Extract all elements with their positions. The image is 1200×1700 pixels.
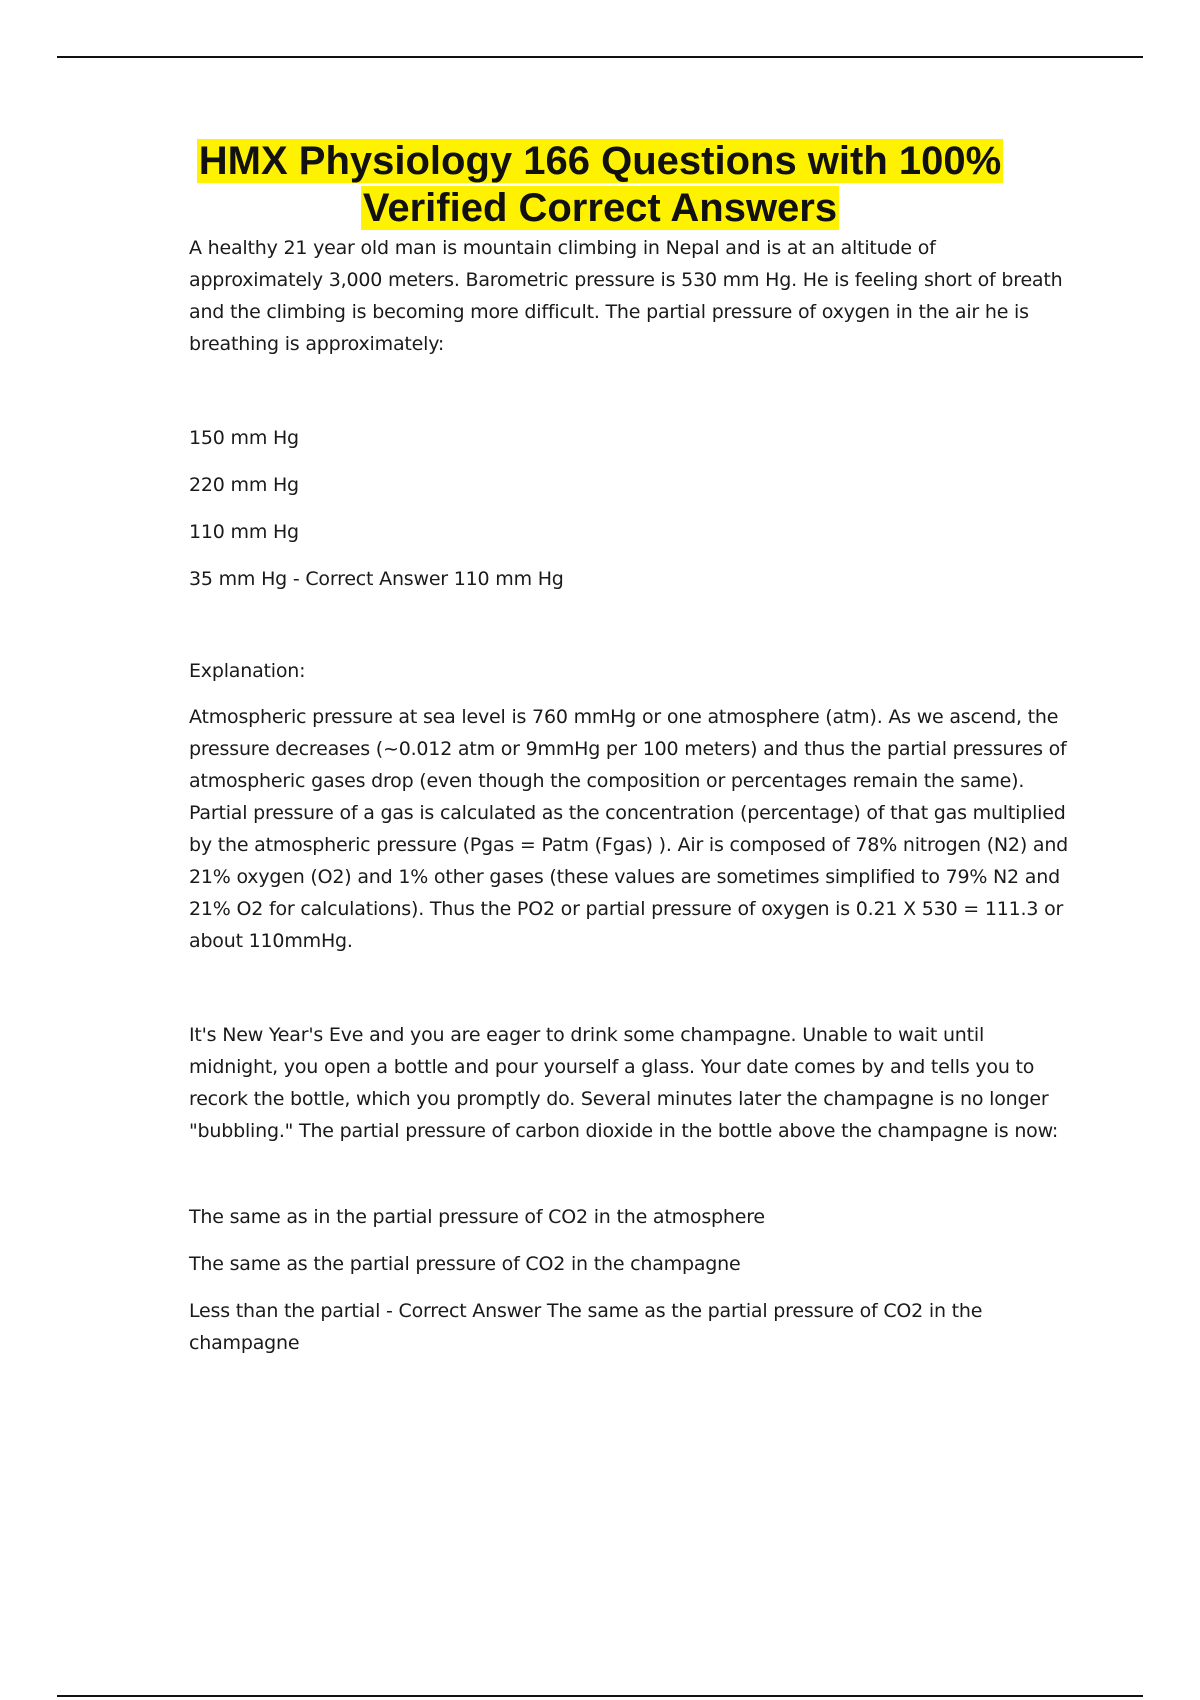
question-2-option: The same as in the partial pressure of CO2 in the atmosphere (189, 1206, 765, 1228)
question-2-text: It's New Year's Eve and you are eager to drink some champagne. Unable to wait until midnight, you open a bottle and pour yourself a glass. Your date comes by and tells you to recork the bottle, which you promptly do. Several minutes later the champagne is no longer "bubbling." The partial pressure of carbon dioxide in the bottle above the champagne is now: (189, 1024, 1059, 1142)
question-1-option: 220 mm Hg (189, 474, 299, 496)
title-line-1: HMX Physiology 166 Questions with 100% (198, 139, 1002, 183)
question-1-option: 150 mm Hg (189, 427, 299, 449)
bottom-rule (57, 1695, 1143, 1697)
top-rule (57, 56, 1143, 58)
explanation-label: Explanation: (189, 660, 306, 682)
question-2-option: The same as the partial pressure of CO2 in the champagne (189, 1253, 741, 1275)
question-1-option: 110 mm Hg (189, 521, 299, 543)
question-2-option-answer: Less than the partial - Correct Answer The same as the partial pressure of CO2 in the champagne (189, 1300, 983, 1354)
explanation-text: Atmospheric pressure at sea level is 760 mmHg or one atmosphere (atm). As we ascend, the pressure decreases (~0.012 atm or 9mmHg per 100 meters) and thus the partial pressures of atmospheric gases drop (even though the composition or percentages remain the same). Partial pressure of a gas is calculated as the concentration (percentage) of that gas multiplied by the atmospheric pressure (Pgas = Patm (Fgas) ). Air is composed of 78% nitrogen (N2) and 21% oxygen (O2) and 1% other gases (these values are sometimes simplified to 79% N2 and 21% O2 for calculations). Thus the PO2 or partial pressure of oxygen is 0.21 X 530 = 111.3 or about 110mmHg. (189, 706, 1069, 952)
question-1-text: A healthy 21 year old man is mountain climbing in Nepal and is at an altitude of approximately 3,000 meters. Barometric pressure is 530 mm Hg. He is feeling short of breath and the climbing is becoming more difficult. The partial pressure of oxygen in the air he is breathing is approximately: (189, 237, 1063, 355)
title-line-2: Verified Correct Answers (362, 186, 838, 230)
question-1-option-answer: 35 mm Hg - Correct Answer 110 mm Hg (189, 568, 564, 590)
document-body (189, 232, 1069, 1374)
page-title (0, 138, 1200, 232)
